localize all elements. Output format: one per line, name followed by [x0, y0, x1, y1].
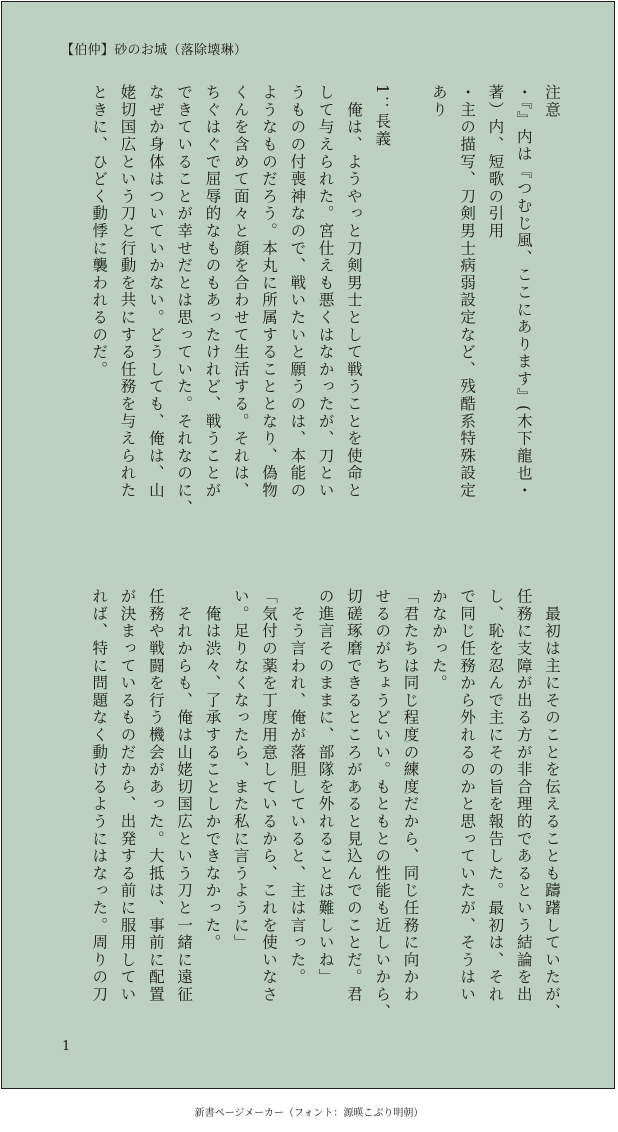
text-column: 姥切国広という刀と行動を共にする任務を与えられた	[118, 84, 137, 500]
text-column: で同じ任務から外れるのかと思っていたが、そうはい	[458, 588, 477, 1004]
text-column: ときに、ひどく動悸に襲われるのだ。	[90, 84, 109, 379]
text-column: せるのがちょうどいい。もともとの性能も近しいから、	[373, 588, 392, 1021]
text-column: ようなものだろう。本丸に所属することとなり、偽物	[260, 84, 279, 500]
footer-credit: 新書ページメーカー（フォント：源暎こぶり明朝）	[194, 1108, 424, 1119]
text-column: できていることが幸せだとは思っていた。それなのに、	[175, 84, 194, 517]
text-column: 俺は渋々、了承することしかできなかった。	[203, 588, 222, 952]
text-column: 切磋琢磨できるところがあると見込んでのことだ。君	[344, 588, 363, 1004]
text-column: そう言われ、俺が落胆していると、主は言った。	[288, 588, 307, 986]
text-column: うものの付喪神なので、戦いたいと願うのは、本能の	[288, 84, 307, 500]
text-column: 任務に支障が出る方が非合理的であるという結論を出	[514, 588, 533, 1004]
text-column: ・『』内は『つむじ風、ここにあります』(木下龍也・	[514, 84, 533, 500]
page-number: 1	[62, 1039, 71, 1054]
text-column: くんを含めて面々と顔を合わせて生活する。それは、	[231, 84, 250, 500]
text-column: 「君たちは同じ程度の練度だから、同じ任務に向かわ	[401, 588, 420, 1004]
text-column: かなかった。	[429, 588, 448, 692]
text-column: して与えられた。宮仕えも悪くはなかったが、刀とい	[316, 84, 335, 500]
upper-text-block	[85, 84, 566, 534]
book-page	[1, 1, 615, 1089]
text-column: 注意	[543, 84, 561, 119]
text-column: 最初は主にそのことを伝えることも躊躇していたが、	[543, 588, 561, 1021]
text-column: なぜか身体はついていかない。どうしても、俺は、山	[146, 84, 165, 500]
text-column: 1：長義	[373, 84, 392, 148]
text-column: い。足りなくなったら、また私に言うように」	[231, 588, 250, 952]
text-column: れば、特に問題なく動けるようにはなった。周りの刀	[90, 588, 109, 1004]
lower-text-block	[85, 588, 566, 1028]
page-header-title: 【伯仲】砂のお城（落除壊琳）	[61, 43, 248, 58]
text-column: 「気付の薬を丁度用意しているから、これを使いなさ	[260, 588, 279, 1004]
text-column: し、恥を忍んで主にその旨を報告した。最初は、それ	[486, 588, 505, 1004]
text-column: ちぐはぐで屈辱的なものもあったけれど、戦うことが	[203, 84, 222, 500]
text-column	[396, 84, 424, 534]
text-column: 著）内、短歌の引用	[486, 84, 505, 240]
text-column: 俺は、ようやっと刀剣男士として戦うことを使命と	[344, 84, 363, 500]
text-column: の進言そのままに、部隊を外れることは難しいね」	[316, 588, 335, 986]
text-column: それからも、俺は山姥切国広という刀と一緒に遠征	[175, 588, 194, 1004]
text-column: ・主の描写、刀剣男士病弱設定など、残酷系特殊設定	[458, 84, 477, 500]
text-column: 任務や戦闘を行う機会があった。大抵は、事前に配置	[146, 588, 165, 1004]
text-column: あり	[429, 84, 448, 119]
text-column: が決まっているものだから、出発する前に服用してい	[118, 588, 137, 1004]
